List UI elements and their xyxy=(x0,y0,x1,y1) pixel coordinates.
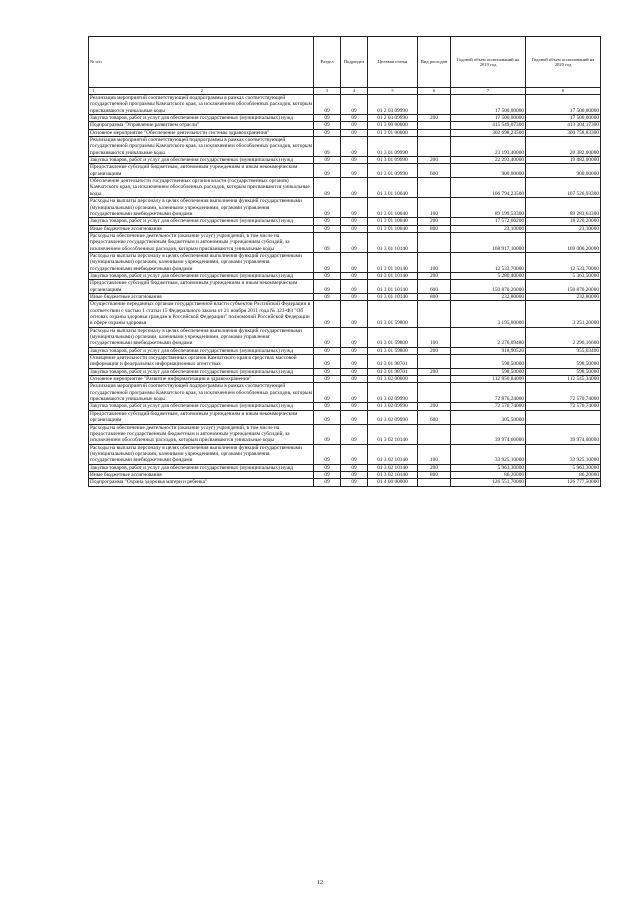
index-cell: 4 xyxy=(341,88,368,95)
row-razdel-cell: 09 xyxy=(314,327,341,347)
table-row xyxy=(89,280,601,294)
row-target-article-cell: 01 3 00 00000 xyxy=(368,122,418,129)
row-expense-type-cell xyxy=(418,301,451,327)
row-razdel-cell: 09 xyxy=(314,347,341,354)
row-expense-type-cell: 200 xyxy=(418,157,451,164)
row-volume-2020-cell: 2 296,16600 xyxy=(526,327,601,347)
row-volume-2020-cell: 18 220,20000 xyxy=(526,218,601,225)
row-razdel-cell: 09 xyxy=(314,178,341,198)
row-volume-2019-cell: 918,90520 xyxy=(451,347,526,354)
row-name-cell: Освещение деятельности государственных органов Камчатского края в средствах массовой информации и федеральных информационных агентствах xyxy=(89,355,314,369)
row-expense-type-cell: 200 xyxy=(418,464,451,471)
row-podrazdel-cell: 09 xyxy=(341,471,368,478)
row-podrazdel-cell: 09 xyxy=(341,95,368,115)
table-row xyxy=(89,178,601,198)
row-volume-2019-cell: 23 193,40000 xyxy=(451,137,526,157)
row-volume-2019-cell: 232,80000 xyxy=(451,293,526,300)
row-target-article-cell: 01 2 03 09990 xyxy=(368,95,418,115)
row-volume-2019-cell: 126 551,70000 xyxy=(451,479,526,486)
row-expense-type-cell xyxy=(418,137,451,157)
row-target-article-cell: 01 3 01 59800 xyxy=(368,347,418,354)
row-name-cell: Реализация мероприятий соответствующей подпрограммы в рамках соответствующей государственной программы Камчатского края, за исключением обособленных расходов, которым присваиваются уникальные коды xyxy=(90,95,312,114)
row-expense-type-cell: 100 xyxy=(418,444,451,464)
row-volume-2020-cell: 20 382,00000 xyxy=(526,137,601,157)
index-cell xyxy=(89,88,314,95)
row-razdel-cell: 09 xyxy=(314,403,341,410)
row-name-cell: Закупка товаров, работ и услуг для обеспечения государственных (муниципальных) нужд xyxy=(89,464,314,471)
row-target-article-cell: 01 3 01 10140 xyxy=(368,293,418,300)
row-expense-type-cell: 600 xyxy=(418,410,451,424)
index-cell: 2 xyxy=(200,88,203,94)
index-cell: 7 xyxy=(451,88,526,95)
row-volume-2020-cell: 89 283,63300 xyxy=(526,198,601,218)
row-target-article-cell: 01 3 01 10140 xyxy=(368,232,418,252)
row-razdel-cell: 09 xyxy=(314,424,341,444)
table-row xyxy=(89,327,601,347)
row-volume-2020-cell: 3 251,20000 xyxy=(526,301,601,327)
row-target-article-cell: 01 2 03 09990 xyxy=(368,115,418,122)
row-target-article-cell: 01 3 01 59800 xyxy=(368,301,418,327)
row-volume-2020-cell: 126 777,50000 xyxy=(526,479,601,486)
row-razdel-cell: 09 xyxy=(314,410,341,424)
row-name-cell: Иные бюджетные ассигнования xyxy=(89,225,314,232)
table-row xyxy=(89,164,601,178)
table-row xyxy=(89,464,601,471)
row-volume-2020-cell: 17 500,00000 xyxy=(526,115,601,122)
row-target-article-cell: 01 3 01 10140 xyxy=(368,252,418,272)
row-target-article-cell: 01 3 02 10140 xyxy=(368,471,418,478)
row-volume-2019-cell: 39 974,60000 xyxy=(451,424,526,444)
row-expense-type-cell: 200 xyxy=(418,115,451,122)
table-row xyxy=(89,368,601,375)
row-target-article-cell: 01 3 01 10040 xyxy=(368,178,418,198)
row-podrazdel-cell: 09 xyxy=(341,280,368,294)
table-row xyxy=(89,157,601,164)
row-podrazdel-cell: 09 xyxy=(341,368,368,375)
row-expense-type-cell xyxy=(418,376,451,383)
table-body xyxy=(89,95,601,487)
row-target-article-cell: 01 3 01 10140 xyxy=(368,272,418,279)
row-expense-type-cell xyxy=(418,178,451,198)
row-volume-2019-cell: 86,20000 xyxy=(451,471,526,478)
index-cell: 3 xyxy=(314,88,341,95)
table-row xyxy=(89,95,601,115)
page-number: 12 xyxy=(317,880,323,886)
table-row xyxy=(89,347,601,354)
table-row xyxy=(89,198,601,218)
row-name-cell: Закупка товаров, работ и услуг для обеспечения государственных (муниципальных) нужд xyxy=(89,218,314,225)
row-name-cell: Обеспечение деятельности государственных органов власти (государственных органов) Камчатского края, за исключением обособленных расходов, которым присваиваются уникальные коды. xyxy=(89,178,314,198)
row-volume-2019-cell: 900,00000 xyxy=(451,164,526,178)
row-expense-type-cell: 200 xyxy=(418,347,451,354)
row-volume-2019-cell: 12 533,70000 xyxy=(451,252,526,272)
row-podrazdel-cell: 09 xyxy=(341,410,368,424)
row-podrazdel-cell: 09 xyxy=(341,293,368,300)
row-expense-type-cell: 800 xyxy=(418,293,451,300)
row-name-cell: Закупка товаров, работ и услуг для обеспечения государственных (муниципальных) нужд xyxy=(89,403,314,410)
row-podrazdel-cell: 09 xyxy=(341,129,368,136)
row-name-cell: Основное мероприятие "Обеспечение деятельности системы здравоохранения" xyxy=(89,129,314,136)
row-podrazdel-cell: 09 xyxy=(341,424,368,444)
row-volume-2020-cell: 150 870,20000 xyxy=(526,280,601,294)
row-expense-type-cell xyxy=(418,95,451,115)
table-row xyxy=(89,129,601,136)
row-volume-2020-cell: 232,80000 xyxy=(526,293,601,300)
row-expense-type-cell: 800 xyxy=(418,225,451,232)
row-target-article-cell: 01 3 02 10140 xyxy=(368,444,418,464)
table-header-row xyxy=(89,37,601,88)
row-name-cell: Закупка товаров, работ и услуг для обеспечения государственных (муниципальных) нужд xyxy=(89,157,314,164)
row-podrazdel-cell: 09 xyxy=(341,327,368,347)
row-podrazdel-cell: 09 xyxy=(341,178,368,198)
row-target-article-cell: 01 3 01 09990 xyxy=(368,137,418,157)
index-cell: 5 xyxy=(368,88,418,95)
row-name-cell: Закупка товаров, работ и услуг для обеспечения государственных (муниципальных) нужд xyxy=(89,347,314,354)
row-target-article-cell: 01 3 02 09990 xyxy=(368,403,418,410)
row-name-cell: Закупка товаров, работ и услуг для обеспечения государственных (муниципальных) нужд xyxy=(89,368,314,375)
row-podrazdel-cell: 09 xyxy=(341,157,368,164)
row-podrazdel-cell: 09 xyxy=(341,347,368,354)
row-podrazdel-cell: 09 xyxy=(341,225,368,232)
row-podrazdel-cell: 09 xyxy=(341,444,368,464)
row-razdel-cell: 09 xyxy=(314,198,341,218)
row-name-cell: Расходы на обеспечение деятельности (оказание услуг) учреждений, в том числе на предоставление государственным бюджетным и автономным учреждениям субсидий, за исключением обособленных расходов, которым присваиваются уникальные коды xyxy=(89,424,314,444)
row-podrazdel-cell: 09 xyxy=(341,137,368,157)
row-target-article-cell: 01 3 01 10140 xyxy=(368,280,418,294)
row-name-cell: Реализация мероприятий соответствующей подпрограммы в рамках соответствующей государственной программы Камчатского края, за исключением обособленных расходов, которым присваиваются уникальные коды xyxy=(90,383,312,403)
table-row xyxy=(89,122,601,129)
row-podrazdel-cell: 09 xyxy=(341,218,368,225)
header-podrazdel: Подраздел xyxy=(341,37,368,88)
row-volume-2019-cell: 89 199,53300 xyxy=(451,198,526,218)
row-volume-2019-cell: 106 794,23500 xyxy=(451,178,526,198)
row-razdel-cell: 09 xyxy=(314,464,341,471)
row-target-article-cell: 01 3 02 09990 xyxy=(368,383,418,403)
row-volume-2020-cell: 17 500,00000 xyxy=(526,95,601,115)
row-volume-2020-cell: 598,50000 xyxy=(526,368,601,375)
row-podrazdel-cell: 09 xyxy=(341,383,368,403)
row-razdel-cell: 09 xyxy=(314,272,341,279)
row-volume-2020-cell: 33 925,10000 xyxy=(526,444,601,464)
row-volume-2020-cell: 5 363,50000 xyxy=(526,272,601,279)
row-volume-2020-cell: 72 570,74000 xyxy=(526,383,601,403)
row-volume-2019-cell: 22 293,40000 xyxy=(451,157,526,164)
row-name-cell: Иные бюджетные ассигнования xyxy=(89,471,314,478)
row-razdel-cell: 09 xyxy=(314,444,341,464)
table-row xyxy=(89,383,601,403)
index-cell: 8 xyxy=(526,88,601,95)
index-cell: 1 xyxy=(92,88,95,94)
row-razdel-cell: 09 xyxy=(314,479,341,486)
row-volume-2019-cell: 5 280,40000 xyxy=(451,272,526,279)
header-target-article: Целевая статья xyxy=(368,37,418,88)
row-razdel-cell: 09 xyxy=(314,368,341,375)
row-expense-type-cell: 200 xyxy=(418,403,451,410)
row-expense-type-cell: 600 xyxy=(418,280,451,294)
row-expense-type-cell xyxy=(418,355,451,369)
row-razdel-cell: 09 xyxy=(314,95,341,115)
table-row xyxy=(89,115,601,122)
row-volume-2019-cell: 17 572,60200 xyxy=(451,218,526,225)
row-volume-2020-cell: 23,10000 xyxy=(526,225,601,232)
row-razdel-cell: 09 xyxy=(314,293,341,300)
row-razdel-cell: 09 xyxy=(314,383,341,403)
row-podrazdel-cell: 09 xyxy=(341,122,368,129)
row-volume-2020-cell: 86,20000 xyxy=(526,471,601,478)
row-volume-2020-cell: 107 526,93300 xyxy=(526,178,601,198)
row-expense-type-cell: 200 xyxy=(418,272,451,279)
row-volume-2020-cell: 900,00000 xyxy=(526,164,601,178)
row-podrazdel-cell: 09 xyxy=(341,164,368,178)
row-razdel-cell: 09 xyxy=(314,115,341,122)
table-row xyxy=(89,301,601,327)
row-volume-2019-cell: 17 500,00000 xyxy=(451,115,526,122)
header-number: № п/п xyxy=(89,37,314,88)
row-target-article-cell: 01 3 02 00000 xyxy=(368,376,418,383)
row-target-article-cell: 01 3 01 09990 xyxy=(368,164,418,178)
table-row xyxy=(89,137,601,157)
row-target-article-cell: 01 3 01 09990 xyxy=(368,157,418,164)
table-row xyxy=(89,293,601,300)
row-target-article-cell: 01 3 01 00000 xyxy=(368,129,418,136)
row-volume-2019-cell: 598,50000 xyxy=(451,355,526,369)
header-volume-2020: Годовой объем ассигнований на 2020 год xyxy=(526,37,601,88)
row-expense-type-cell: 200 xyxy=(418,368,451,375)
table-row xyxy=(89,225,601,232)
row-volume-2019-cell: 598,50000 xyxy=(451,368,526,375)
table-row xyxy=(89,410,601,424)
row-target-article-cell: 01 3 01 10040 xyxy=(368,225,418,232)
row-razdel-cell: 09 xyxy=(314,301,341,327)
row-target-article-cell: 01 3 01 59800 xyxy=(368,327,418,347)
table-row xyxy=(89,479,601,486)
row-expense-type-cell xyxy=(418,424,451,444)
table-index-row xyxy=(89,88,601,95)
row-razdel-cell: 09 xyxy=(314,129,341,136)
row-volume-2020-cell: 169 000,20000 xyxy=(526,232,601,252)
table-row xyxy=(89,376,601,383)
table-row xyxy=(89,218,601,225)
row-expense-type-cell xyxy=(418,479,451,486)
row-volume-2019-cell: 72 570,74000 xyxy=(451,403,526,410)
row-volume-2020-cell: 5 963,30000 xyxy=(526,464,601,471)
row-expense-type-cell xyxy=(418,122,451,129)
row-name-cell: Подпрограмма "Управление развитием отрасли" xyxy=(89,122,314,129)
row-volume-2019-cell: 72 876,24000 xyxy=(451,383,526,403)
row-razdel-cell: 09 xyxy=(314,225,341,232)
table-row xyxy=(89,272,601,279)
budget-table xyxy=(88,36,601,487)
row-name-cell: Предоставление субсидий бюджетным, автономным учреждениям и иным некоммерческим организациям xyxy=(89,410,314,424)
row-expense-type-cell xyxy=(418,129,451,136)
row-volume-2019-cell: 305,50000 xyxy=(451,410,526,424)
row-expense-type-cell: 200 xyxy=(418,218,451,225)
table-row xyxy=(89,355,601,369)
row-name-cell: Предоставление субсидий бюджетным, автономным учреждениям и иным некоммерческим организациям xyxy=(89,164,314,178)
row-volume-2020-cell: 39 974,60000 xyxy=(526,424,601,444)
row-name-cell: Предоставление субсидий бюджетным, автономным учреждениям и иным некоммерческим организациям xyxy=(89,280,314,294)
row-podrazdel-cell: 09 xyxy=(341,232,368,252)
row-razdel-cell: 09 xyxy=(314,471,341,478)
row-expense-type-cell: 100 xyxy=(418,327,451,347)
row-expense-type-cell xyxy=(418,232,451,252)
row-name-cell: Подпрограмма "Охрана здоровья матери и ребенка" xyxy=(89,479,314,486)
table-row xyxy=(89,232,601,252)
row-volume-2019-cell: 17 500,00000 xyxy=(451,95,526,115)
row-target-article-cell: 01 3 02 10140 xyxy=(368,464,418,471)
row-volume-2019-cell: 33 925,10000 xyxy=(451,444,526,464)
row-expense-type-cell: 100 xyxy=(418,198,451,218)
row-name-cell: Иные бюджетные ассигнования xyxy=(89,293,314,300)
row-razdel-cell: 09 xyxy=(314,252,341,272)
table-row xyxy=(89,403,601,410)
row-target-article-cell: 01 3 01 10040 xyxy=(368,218,418,225)
index-cell: 6 xyxy=(418,88,451,95)
row-podrazdel-cell: 09 xyxy=(341,272,368,279)
row-podrazdel-cell: 09 xyxy=(341,252,368,272)
row-razdel-cell: 09 xyxy=(314,218,341,225)
row-volume-2020-cell: 112 545,34000 xyxy=(526,376,601,383)
row-expense-type-cell: 100 xyxy=(418,252,451,272)
row-expense-type-cell: 800 xyxy=(418,471,451,478)
table-row xyxy=(89,444,601,464)
row-volume-2020-cell: 19 482,00000 xyxy=(526,157,601,164)
row-podrazdel-cell: 09 xyxy=(341,115,368,122)
row-target-article-cell: 01 4 00 00000 xyxy=(368,479,418,486)
row-name-cell: Реализация мероприятий соответствующей подпрограммы в рамках соответствующей государственной программы Камчатского края, за исключением обособленных расходов, которым присваиваются уникальные коды xyxy=(90,137,312,156)
row-razdel-cell: 09 xyxy=(314,122,341,129)
row-target-article-cell: 01 3 02 09990 xyxy=(368,410,418,424)
row-name-cell: Расходы на выплаты персоналу в целях обеспечения выполнения функций государственными (муниципальными) органами, казенными учреждениями, органами управления государственными внебюджетными фондами xyxy=(89,198,314,218)
table-row xyxy=(89,424,601,444)
row-podrazdel-cell: 09 xyxy=(341,198,368,218)
row-volume-2019-cell: 2 276,09480 xyxy=(451,327,526,347)
row-volume-2020-cell xyxy=(526,410,601,424)
row-podrazdel-cell: 09 xyxy=(341,479,368,486)
row-volume-2019-cell: 150 870,20000 xyxy=(451,280,526,294)
row-volume-2019-cell: 112 850,84000 xyxy=(451,376,526,383)
row-volume-2019-cell: 3 195,00000 xyxy=(451,301,526,327)
row-target-article-cell: 01 3 01 10040 xyxy=(368,198,418,218)
row-expense-type-cell xyxy=(418,383,451,403)
row-razdel-cell: 09 xyxy=(314,355,341,369)
row-razdel-cell: 09 xyxy=(314,164,341,178)
row-target-article-cell: 01 3 01 98701 xyxy=(368,355,418,369)
row-podrazdel-cell: 09 xyxy=(341,464,368,471)
row-name-cell: Расходы на выплаты персоналу в целях обеспечения выполнения функций государственными (муниципальными) органами, казенными учреждениями, органами управления государственными внебюджетными фондами xyxy=(89,252,314,272)
row-volume-2019-cell: 168 917,10000 xyxy=(451,232,526,252)
row-target-article-cell: 01 3 02 10140 xyxy=(368,424,418,444)
row-podrazdel-cell: 09 xyxy=(341,355,368,369)
row-name-cell: Расходы на выплаты персоналу в целях обеспечения выполнения функций государственными (муниципальными) органами, казенными учреждениями, органами управления государственными внебюджетными фондами xyxy=(89,444,314,464)
row-name-cell: Закупка товаров, работ и услуг для обеспечения государственных (муниципальных) нужд xyxy=(89,115,314,122)
row-volume-2019-cell: 302 698,23500 xyxy=(451,129,526,136)
row-podrazdel-cell: 09 xyxy=(341,376,368,383)
row-volume-2019-cell: 23,10000 xyxy=(451,225,526,232)
row-volume-2020-cell: 955,03400 xyxy=(526,347,601,354)
row-volume-2020-cell: 413 304,17300 xyxy=(526,122,601,129)
row-razdel-cell: 09 xyxy=(314,137,341,157)
row-razdel-cell: 09 xyxy=(314,376,341,383)
row-name-cell: Расходы на выплаты персоналу в целях обеспечения выполнения функций государственными (муниципальными) органами, казенными учреждениями, органами управления государственными внебюджетными фондами xyxy=(89,327,314,347)
row-volume-2020-cell: 300 758,83300 xyxy=(526,129,601,136)
row-podrazdel-cell: 09 xyxy=(341,403,368,410)
row-razdel-cell: 09 xyxy=(314,157,341,164)
row-volume-2019-cell: 415 549,07300 xyxy=(451,122,526,129)
row-name-cell: Осуществление переданных органам государственной власти субъектов Российской Федерации в соответствии с частью 1 статьи 15 Федерального закона от 21 ноября 2011 года № 323-ФЗ "Об основах охраны здоровья граждан в Российской Федерации" полномочий Российской Федерации в сфере охраны здоровья xyxy=(89,301,314,327)
table-row xyxy=(89,471,601,478)
table-row xyxy=(89,252,601,272)
header-razdel: Раздел xyxy=(314,37,341,88)
row-volume-2019-cell: 5 963,30000 xyxy=(451,464,526,471)
header-expense-type: Вид расходов xyxy=(418,37,451,88)
header-volume-2019: Годовой объем ассигнований на 2019 год xyxy=(451,37,526,88)
row-razdel-cell: 09 xyxy=(314,232,341,252)
row-podrazdel-cell: 09 xyxy=(341,301,368,327)
row-target-article-cell: 01 3 01 98701 xyxy=(368,368,418,375)
row-volume-2020-cell: 72 570,74000 xyxy=(526,403,601,410)
row-volume-2020-cell: 598,50000 xyxy=(526,355,601,369)
row-name-cell: Закупка товаров, работ и услуг для обеспечения государственных (муниципальных) нужд xyxy=(89,272,314,279)
row-name-cell: Расходы на обеспечение деятельности (оказание услуг) учреждений, в том числе на предоставление государственным бюджетным и автономным учреждениям субсидий, за исключением обособленных расходов, которым присваиваются уникальные коды xyxy=(89,232,314,252)
row-name-cell: Основное мероприятие "Развитие информатизации в здравоохранении" xyxy=(89,376,314,383)
row-expense-type-cell: 600 xyxy=(418,164,451,178)
row-razdel-cell: 09 xyxy=(314,280,341,294)
row-volume-2020-cell: 12 533,70000 xyxy=(526,252,601,272)
